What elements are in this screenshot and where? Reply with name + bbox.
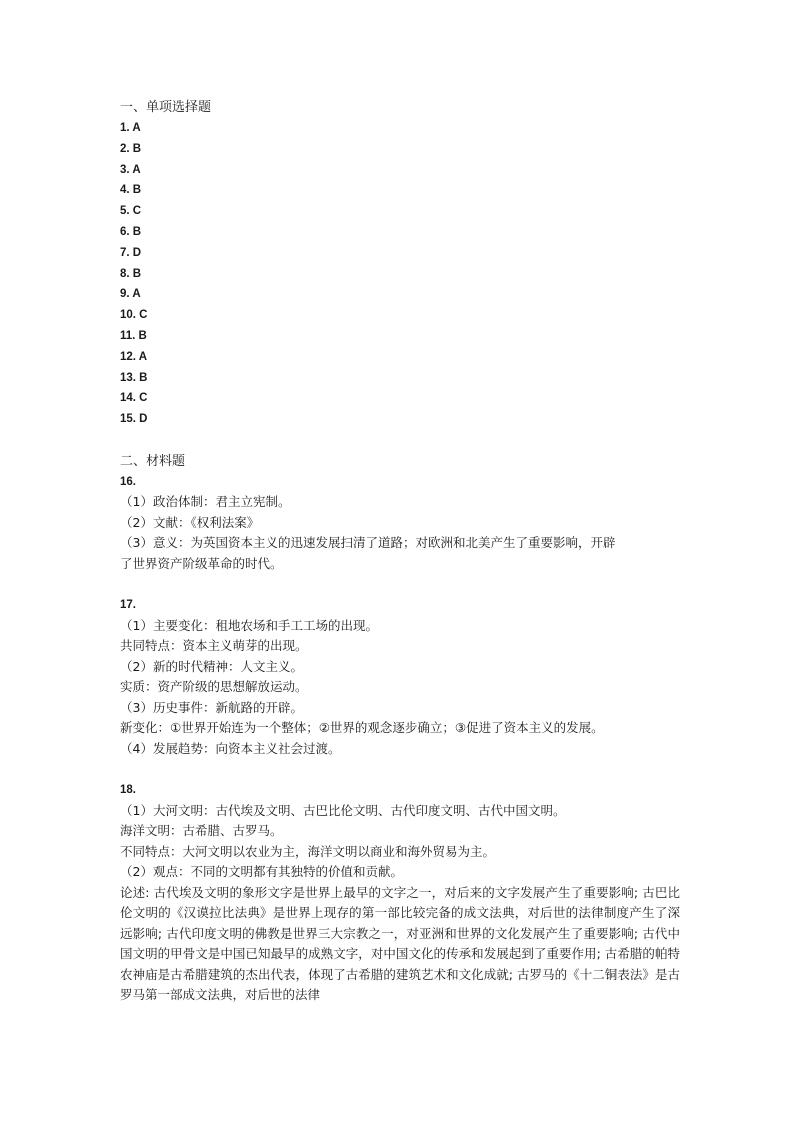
answer-item: 11. B bbox=[120, 329, 147, 342]
spacer bbox=[120, 759, 680, 780]
answer-line: （1）大河文明：古代埃及文明、古巴比伦文明、古代印度文明、古代中国文明。 bbox=[120, 802, 566, 818]
answer-line: 了世界资产阶级革命的时代。 bbox=[120, 555, 283, 571]
answer-item: 10. C bbox=[120, 309, 148, 322]
answer-item: 13. B bbox=[120, 371, 148, 384]
answer-line: （2）文献：《权利法案》 bbox=[120, 514, 260, 530]
answer-item: 15. D bbox=[120, 413, 148, 426]
question-18 bbox=[120, 780, 680, 1006]
discussion-paragraph: 论述: 古代埃及文明的象形文字是世界上最早的文字之一，对后来的文字发展产生了重要影响; 古巴比伦文明的《汉谟拉比法典》是世界上现存的第一部比较完备的成文法典，对后世的法律制度产生了深远影响; 古代印度文明的佛教是世界三大宗教之一，对亚洲和世界的文化发展产生了重要影响; 古代中国文明的甲骨文是中国已知最早的成熟文字，对中国文化的传承和发展起到了重要作用; 古希腊的帕特农神庙是古希腊建筑的杰出代表，体现了古希腊的建筑艺术和文化成就; 古罗马的《十二铜表法》是古罗马第一部成文法典，对后世的法律 bbox=[120, 884, 680, 1003]
question-number: 18. bbox=[120, 784, 136, 797]
answer-item: 6. B bbox=[120, 225, 142, 238]
section-title-material-questions: 二、材料题 bbox=[120, 453, 186, 469]
answer-line: （1）主要变化：租地农场和手工工场的出现。 bbox=[120, 617, 378, 633]
answer-line: （2）观点：不同的文明都有其独特的价值和贡献。 bbox=[120, 864, 403, 880]
answer-line: 共同特点：资本主义萌芽的出现。 bbox=[120, 638, 308, 654]
answer-item: 14. C bbox=[120, 392, 148, 405]
answer-line: 新变化：①世界开始连为一个整体；②世界的观念逐步确立；③促进了资本主义的发展。 bbox=[120, 720, 604, 736]
question-number: 16. bbox=[120, 475, 136, 488]
answer-line: 海洋文明：古希腊、古罗马。 bbox=[120, 823, 283, 839]
section-title-multiple-choice: 一、单项选择题 bbox=[120, 100, 212, 115]
spacer bbox=[120, 574, 680, 595]
question-17 bbox=[120, 595, 680, 759]
answer-line: （2）新的时代精神：人文主义。 bbox=[120, 658, 303, 674]
question-16 bbox=[120, 472, 680, 575]
question-number: 17. bbox=[120, 599, 136, 612]
answer-item: 8. B bbox=[120, 267, 142, 280]
answer-list bbox=[120, 118, 680, 430]
answer-key bbox=[120, 97, 680, 1006]
answer-line: （1）政治体制：君主立宪制。 bbox=[120, 494, 291, 510]
answer-item: 1. A bbox=[120, 122, 141, 134]
answer-line: 不同特点：大河文明以农业为主，海洋文明以商业和海外贸易为主。 bbox=[120, 843, 496, 859]
answer-line: （3）历史事件：新航路的开辟。 bbox=[120, 699, 303, 715]
answer-item: 9. A bbox=[120, 288, 141, 301]
answer-item: 3. A bbox=[120, 163, 141, 176]
answer-item: 5. C bbox=[120, 205, 142, 218]
answer-line: （3）意义：为英国资本主义的迅速发展扫清了道路；对欧洲和北美产生了重要影响，开辟 bbox=[120, 535, 616, 551]
answer-item: 7. D bbox=[120, 246, 142, 259]
answer-item: 4. B bbox=[120, 184, 142, 197]
spacer bbox=[120, 430, 680, 451]
answer-item: 2. B bbox=[120, 142, 142, 155]
answer-item: 12. A bbox=[120, 350, 148, 363]
answer-line: （4）发展趋势：向资本主义社会过渡。 bbox=[120, 740, 341, 756]
answer-line: 实质：资产阶级的思想解放运动。 bbox=[120, 679, 308, 695]
